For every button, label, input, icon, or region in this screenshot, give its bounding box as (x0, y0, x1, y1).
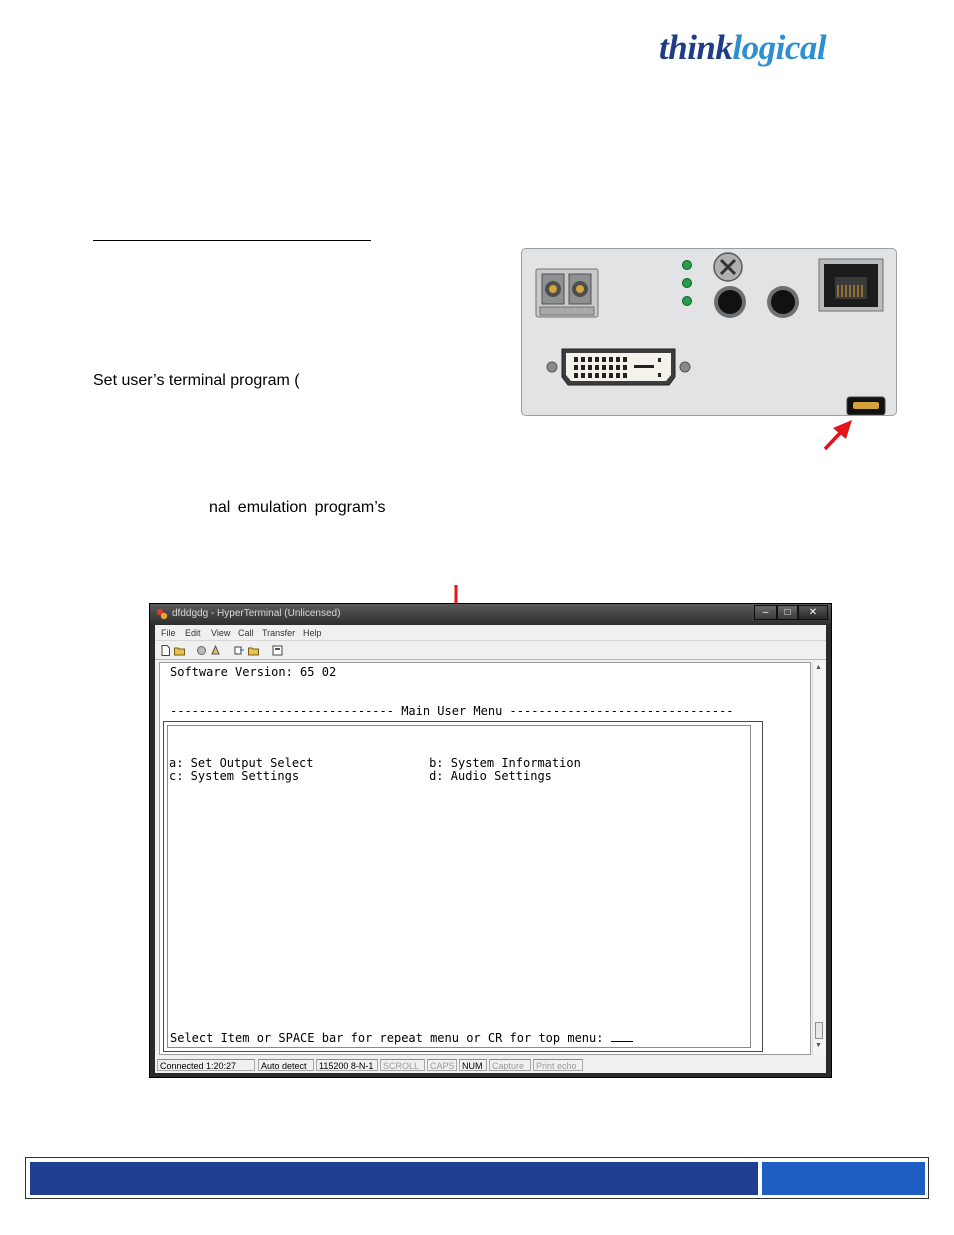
status-capture: Capture (489, 1059, 531, 1071)
logo-logical: logical (732, 28, 827, 67)
terminal-screen[interactable] (159, 662, 811, 1055)
minimize-icon: – (762, 607, 769, 618)
maximize-icon: □ (784, 607, 791, 618)
receive-file-icon[interactable] (248, 645, 259, 656)
menu-help[interactable]: Help (303, 628, 322, 638)
status-caps: CAPS (427, 1059, 457, 1071)
menu-call[interactable]: Call (238, 628, 254, 638)
device-rear-panel (521, 248, 897, 416)
footer-bar-left (30, 1162, 758, 1195)
scroll-down-icon[interactable]: ▼ (815, 1042, 822, 1049)
window-title: dfddgdg - HyperTerminal (Unlicensed) (172, 608, 341, 619)
properties-icon[interactable] (272, 645, 283, 656)
open-folder-icon[interactable] (174, 645, 185, 656)
screw-icon (714, 253, 742, 281)
menu-bar (155, 625, 826, 641)
footer-bar-right (762, 1162, 925, 1195)
led-3-icon (683, 297, 692, 306)
heading-underline (93, 240, 371, 241)
menu-row-1: a: Set Output Select b: System Information (169, 756, 581, 770)
thinklogical-logo (659, 28, 826, 68)
menu-row-2: c: System Settings d: Audio Settings (169, 769, 552, 783)
audio-jack-2-icon (767, 286, 799, 318)
audio-jack-1-icon (714, 286, 746, 318)
menu-file[interactable]: File (161, 628, 176, 638)
status-num: NUM (459, 1059, 487, 1071)
window-titlebar[interactable] (150, 604, 831, 625)
status-print-echo: Print echo (533, 1059, 583, 1071)
prompt-text: Select Item or SPACE bar for repeat menu or CR for top menu: (170, 1031, 611, 1045)
main-menu-header: ------------------------------- Main User Menu ------------------------------- (170, 704, 734, 718)
ethernet-port-icon (819, 259, 883, 311)
status-port-settings: 115200 8-N-1 (316, 1059, 378, 1071)
page-footer (25, 1157, 929, 1199)
selection-prompt (170, 1030, 633, 1045)
status-connected: Connected 1:20:27 (157, 1059, 255, 1071)
logo-think: think (659, 28, 733, 67)
status-scroll: SCROLL (380, 1059, 425, 1071)
maximize-button[interactable] (777, 605, 798, 620)
connect-icon[interactable] (196, 645, 207, 656)
status-auto-detect: Auto detect (258, 1059, 314, 1071)
menu-view[interactable]: View (211, 628, 231, 638)
text-cursor (611, 1030, 633, 1042)
hyperterminal-app-icon (156, 608, 168, 620)
send-file-icon[interactable] (234, 645, 245, 656)
scroll-up-icon[interactable]: ▲ (815, 664, 822, 671)
close-icon: ✕ (808, 607, 818, 618)
led-2-icon (683, 279, 692, 288)
toolbar (155, 642, 826, 660)
window-client-area (155, 625, 826, 1073)
vertical-scrollbar[interactable] (812, 662, 825, 1055)
new-connection-icon[interactable] (160, 645, 171, 656)
led-1-icon (683, 261, 692, 270)
menu-edit[interactable]: Edit (185, 628, 201, 638)
mini-usb-port-icon (847, 397, 885, 415)
close-button[interactable] (798, 605, 828, 620)
software-version-line: Software Version: 65 02 (170, 665, 337, 679)
hyperterminal-window (149, 603, 832, 1078)
body-text-line-2: nal emulation program’s (209, 499, 386, 516)
fiber-port-icon (536, 269, 598, 317)
device-panel-illustration (522, 249, 896, 415)
disconnect-icon[interactable] (210, 645, 221, 656)
scrollbar-thumb[interactable] (815, 1022, 823, 1039)
dvi-port-icon (547, 349, 690, 385)
usb-arrow-icon (825, 420, 852, 449)
body-text-line-1: Set user’s terminal program ( (93, 372, 300, 389)
menu-transfer[interactable]: Transfer (262, 628, 296, 638)
minimize-button[interactable] (754, 605, 777, 620)
status-bar (155, 1057, 826, 1073)
